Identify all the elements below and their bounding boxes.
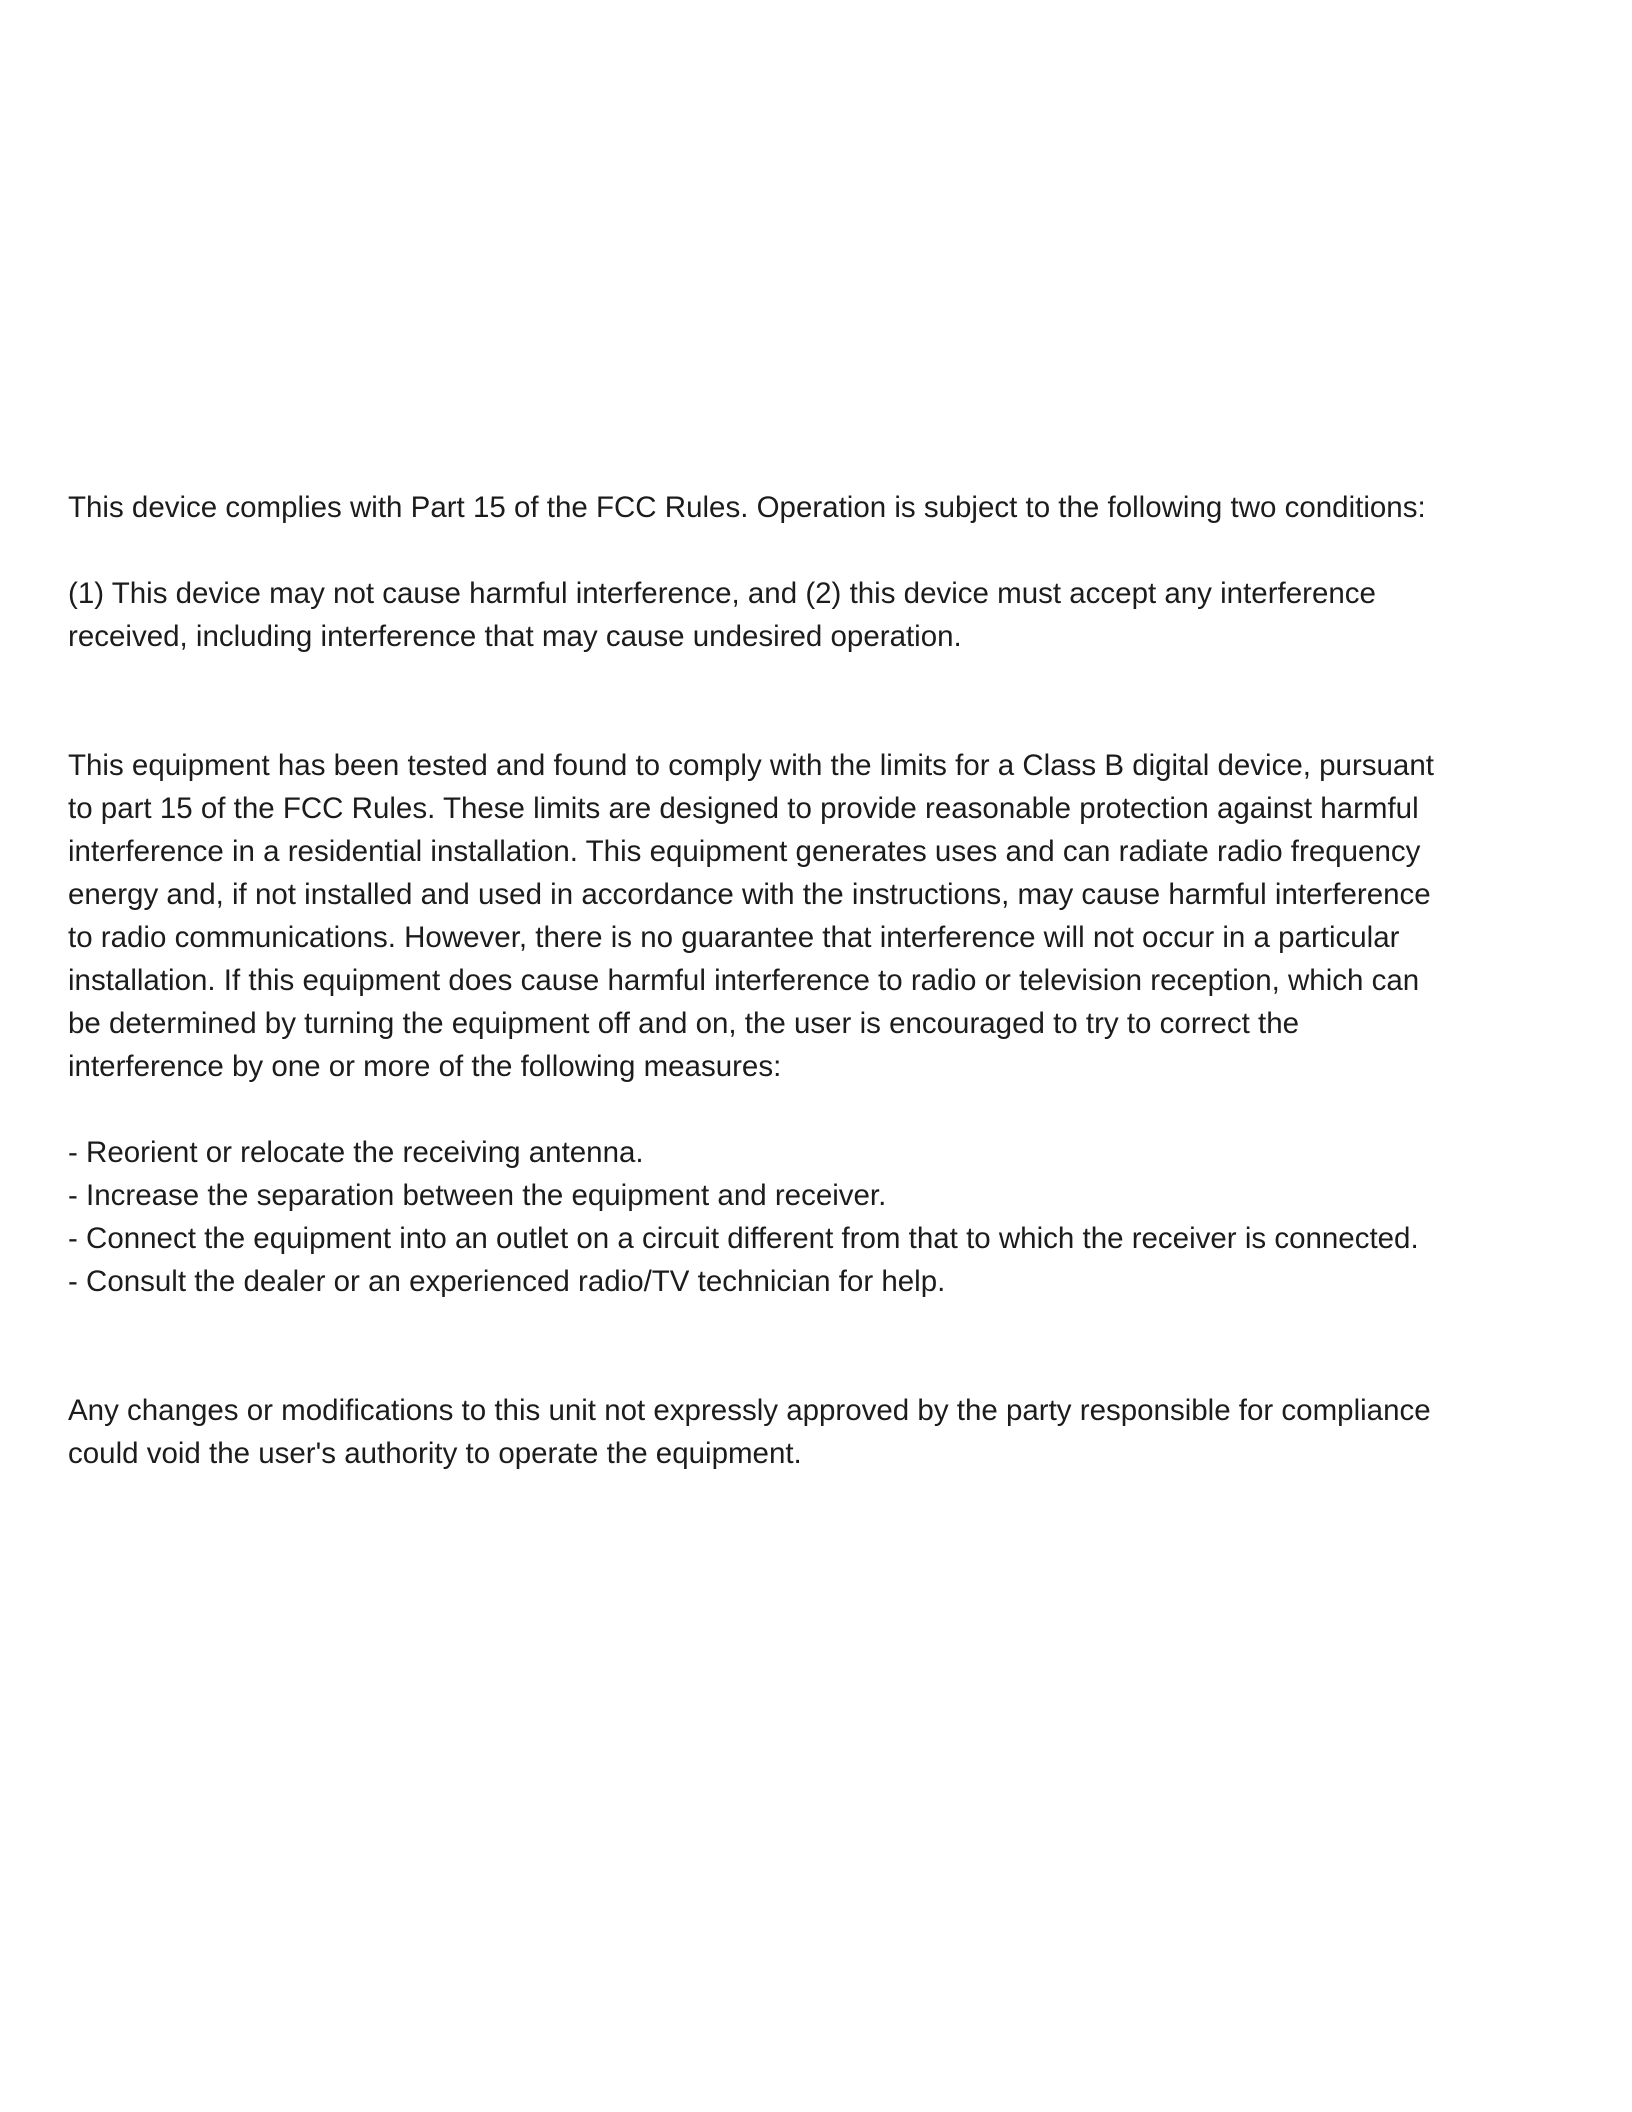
class-b-line: installation. If this equipment does cause harmful interference to radio or television reception, which can <box>68 964 1420 997</box>
warning-line: Any changes or modifications to this unit not expressly approved by the party responsible for compliance <box>68 1394 1431 1427</box>
fcc-statement <box>68 486 1588 658</box>
measure-item: - Increase the separation between the equipment and receiver. <box>68 1179 887 1212</box>
fcc-intro-text: This device complies with Part 15 of the FCC Rules. Operation is subject to the following two conditions: <box>68 491 1426 524</box>
measures-list <box>68 1131 1588 1303</box>
warning-line: could void the user's authority to operate the equipment. <box>68 1437 802 1470</box>
class-b-line: interference by one or more of the following measures: <box>68 1050 782 1083</box>
modifications-warning <box>68 1389 1588 1475</box>
measure-item: - Consult the dealer or an experienced radio/TV technician for help. <box>68 1265 946 1298</box>
class-b-line: to radio communications. However, there is no guarantee that interference will not occur in a particular <box>68 921 1400 954</box>
class-b-line: energy and, if not installed and used in accordance with the instructions, may cause harmful interference <box>68 878 1431 911</box>
class-b-line: be determined by turning the equipment off and on, the user is encouraged to try to correct the <box>68 1007 1300 1040</box>
class-b-line: interference in a residential installation. This equipment generates uses and can radiate radio frequency <box>68 835 1421 868</box>
measure-item: - Reorient or relocate the receiving antenna. <box>68 1136 644 1169</box>
class-b-notice <box>68 744 1588 1303</box>
class-b-line: This equipment has been tested and found to comply with the limits for a Class B digital device, pursuant <box>68 749 1434 782</box>
conditions-line: (1) This device may not cause harmful interference, and (2) this device must accept any interference <box>68 577 1376 610</box>
measure-item: - Connect the equipment into an outlet on a circuit different from that to which the receiver is connected. <box>68 1222 1419 1255</box>
conditions-line: received, including interference that may cause undesired operation. <box>68 620 962 653</box>
fcc-compliance-page <box>68 486 1588 1475</box>
class-b-line: to part 15 of the FCC Rules. These limits are designed to provide reasonable protection against harmful <box>68 792 1419 825</box>
